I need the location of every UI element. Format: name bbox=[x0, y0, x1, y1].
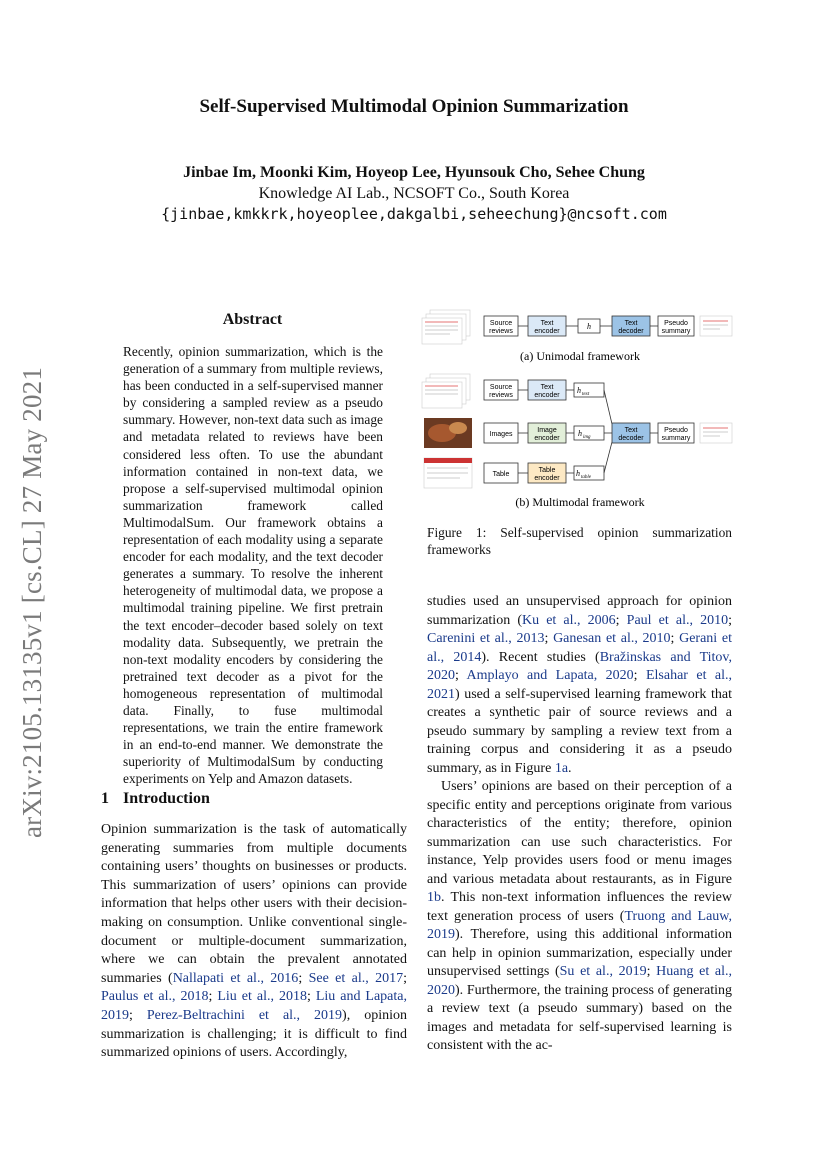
svg-text:Pseudo: Pseudo bbox=[664, 320, 688, 327]
citation-link[interactable]: Nallapati et al., 2016 bbox=[172, 970, 299, 986]
citation-link[interactable]: Perez-Beltrachini et al., 2019 bbox=[146, 1007, 343, 1023]
body-text: ; bbox=[455, 668, 467, 683]
svg-text:encoder: encoder bbox=[534, 435, 560, 442]
citation-link[interactable]: Liu et al., 2018 bbox=[217, 989, 307, 1005]
intro-column-1 bbox=[101, 821, 407, 1063]
svg-text:Pseudo: Pseudo bbox=[664, 427, 688, 434]
svg-text:Text: Text bbox=[540, 384, 554, 391]
paper-title: Self-Supervised Multimodal Opinion Summarization bbox=[199, 96, 629, 117]
body-text: ; bbox=[728, 612, 732, 628]
figure-1 bbox=[420, 300, 740, 520]
svg-text:table: table bbox=[581, 475, 591, 480]
svg-text:Table: Table bbox=[538, 467, 556, 474]
svg-text:Images: Images bbox=[489, 431, 513, 438]
body-text: . bbox=[568, 760, 572, 776]
pseudo-summary-box-b bbox=[658, 423, 694, 443]
body-text: ; bbox=[544, 631, 554, 646]
body-text: ; bbox=[208, 989, 218, 1005]
h-table-box bbox=[574, 466, 604, 480]
svg-text:Source: Source bbox=[489, 384, 513, 391]
abstract-body: Recently, opinion summarization, which is the generation of a summary from multiple reviews, has been conducted in a self-supervised manner by considering a sampled review as a pseudo summary. However, non-text data such as image and metadata related to reviews have been considered less often. To use the abundant information contained in non-text data, we propose a self-supervised multimodal opinion summarization framework called MultimodalSum. Our framework obtains a representation of each modality using a separate encoder for each modality, and the text decoder generates a summary. To resolve the inherent heterogeneity of multimodal data, we propose a multimodal training pipeline. We first pretrain the text encoder–decoder based solely on text modality data. Subsequently, we pretrain the non-text modality encoders by considering the pretrained text decoder as a pivot for the homogeneous representation of multimodal data. Finally, to fuse multimodal representations, we train the entire framework in an end-to-end manner. We demonstrate the superiority of MultimodalSum by conducting experiments on Yelp and Amazon datasets. bbox=[123, 344, 383, 787]
figure-caption: Figure 1: Self-supervised opinion summarization frameworks bbox=[427, 525, 732, 557]
affiliation: Knowledge AI Lab., NCSOFT Co., South Korea bbox=[258, 185, 570, 202]
svg-text:encoder: encoder bbox=[534, 475, 560, 482]
body-text: ). Furthermore, the training process of generating a review text (a pseudo summary) based on the images and metadata for self-supervised learning is consistent with the ac- bbox=[427, 982, 732, 1053]
svg-text:encoder: encoder bbox=[534, 392, 560, 399]
hidden-h-box-a bbox=[578, 319, 600, 333]
summary-thumbnail-a bbox=[700, 316, 732, 336]
svg-text:Image: Image bbox=[537, 427, 557, 434]
citation-link[interactable]: Elsahar et al., 2021 bbox=[427, 668, 732, 702]
svg-text:reviews: reviews bbox=[489, 392, 513, 399]
author-list: Jinbae Im, Moonki Kim, Hoyeop Lee, Hyunsouk Cho, Sehee Chung bbox=[183, 164, 645, 181]
section-title: Introduction bbox=[123, 790, 210, 807]
body-text: ). Therefore, using this additional information can help in opinion summarization, especially under unsupervised settings ( bbox=[427, 927, 732, 979]
citation-link[interactable]: Truong and Lauw, 2019 bbox=[427, 908, 732, 942]
citation-link[interactable]: Ku et al., 2006 bbox=[521, 612, 616, 628]
svg-text:summary: summary bbox=[661, 328, 691, 335]
svg-text:Text: Text bbox=[624, 427, 638, 434]
svg-text:Text: Text bbox=[624, 320, 638, 327]
text-decoder-box-a bbox=[612, 316, 650, 336]
arxiv-stamp: arXiv:2105.13135v1 [cs.CL] 27 May 2021 bbox=[17, 366, 47, 838]
citation-link[interactable]: 1b bbox=[427, 890, 441, 905]
citation-link[interactable]: Paulus et al., 2018 bbox=[101, 989, 209, 1005]
citation-link[interactable]: 1a bbox=[554, 760, 569, 776]
body-text: . This non-text information influences the review text generation process of users ( bbox=[427, 890, 732, 924]
intro-paragraph-2 bbox=[427, 778, 732, 1056]
svg-text:summary: summary bbox=[661, 435, 691, 442]
body-text: ; bbox=[129, 1007, 147, 1023]
svg-text:decoder: decoder bbox=[618, 435, 644, 442]
intro-paragraph-1 bbox=[427, 593, 732, 778]
body-text: ; bbox=[298, 970, 309, 986]
section-heading bbox=[101, 790, 210, 808]
svg-text:text: text bbox=[582, 392, 590, 397]
body-text: ). Recent studies ( bbox=[481, 649, 600, 665]
section-number: 1 bbox=[101, 790, 109, 807]
table-box bbox=[484, 463, 518, 483]
citation-link[interactable]: Su et al., 2019 bbox=[559, 964, 647, 979]
source-reviews-box-a bbox=[484, 316, 518, 336]
body-text: ; bbox=[646, 964, 657, 979]
table-thumbnail bbox=[424, 458, 472, 488]
svg-text:encoder: encoder bbox=[534, 328, 560, 335]
svg-text:h: h bbox=[576, 469, 580, 478]
body-text: ; bbox=[306, 989, 316, 1005]
citation-link[interactable]: See et al., 2017 bbox=[308, 970, 404, 986]
doc-thumbnail-stack-b bbox=[422, 374, 470, 408]
images-box bbox=[484, 423, 518, 443]
citation-link[interactable]: Bražinskas and Titov, 2020 bbox=[427, 649, 732, 683]
body-text: ), opinion summarization is challenging; it is difficult to find summarized opinions of users. Accordingly, bbox=[101, 1007, 407, 1061]
svg-text:h: h bbox=[587, 322, 591, 331]
svg-text:reviews: reviews bbox=[489, 328, 513, 335]
source-reviews-box-b bbox=[484, 380, 518, 400]
svg-text:Source: Source bbox=[489, 320, 513, 327]
body-text: Users’ opinions are based on their perception of a specific entity and perceptions originate from various characteristics of the entity; therefore, opinion summarization can use such characteristics. For instance, Yelp provides users food or menu images and various metadata about restaurants, as in Figure bbox=[427, 779, 732, 887]
citation-link[interactable]: Amplayo and Lapata, 2020 bbox=[466, 668, 634, 683]
text-encoder-box-a bbox=[528, 316, 566, 336]
body-text: ; bbox=[615, 612, 627, 628]
author-emails: {jinbae,kmkkrk,hoyeoplee,dakgalbi,seheechung}@ncsoft.com bbox=[161, 205, 667, 223]
pseudo-summary-box-a bbox=[658, 316, 694, 336]
svg-text:img: img bbox=[583, 435, 591, 440]
svg-text:Table: Table bbox=[492, 471, 510, 478]
body-text: ) used a self-supervised learning framework that creates a synthetic pair of source reviews and a pseudo summary by sampling a review text from a training corpus and considering it as a pseudo summary, as in Figure bbox=[427, 686, 732, 776]
subcaption-a: (a) Unimodal framework bbox=[520, 349, 640, 363]
svg-text:h: h bbox=[578, 429, 582, 438]
body-text: ; bbox=[670, 631, 680, 646]
text-decoder-box-b bbox=[612, 423, 650, 443]
h-img-box bbox=[574, 426, 604, 440]
svg-text:Text: Text bbox=[540, 320, 554, 327]
text-encoder-box-b bbox=[528, 380, 566, 400]
table-encoder-box bbox=[528, 463, 566, 483]
body-text: ; bbox=[403, 970, 407, 986]
svg-text:h: h bbox=[577, 386, 581, 395]
intro-column-2 bbox=[427, 593, 732, 1056]
doc-thumbnail-stack bbox=[422, 310, 470, 344]
image-encoder-box bbox=[528, 423, 566, 443]
svg-text:decoder: decoder bbox=[618, 328, 644, 335]
citation-link[interactable]: Ganesan et al., 2010 bbox=[553, 631, 671, 646]
citation-link[interactable]: Carenini et al., 2013 bbox=[427, 631, 545, 646]
h-text-box bbox=[574, 383, 604, 397]
citation-link[interactable]: Huang et al., 2020 bbox=[427, 964, 732, 998]
summary-thumbnail-b bbox=[700, 423, 732, 443]
body-text: Opinion summarization is the task of automatically generating summaries from multiple documents containing users’ thoughts on businesses or products. This summarization of users’ opinions can provide information that helps other users with their decision-making on consumption. Unlike conventional single-document or multiple-document summarization, where we can obtain the prevalent annotated summaries ( bbox=[101, 822, 407, 986]
citation-link[interactable]: Gerani et al., 2014 bbox=[427, 631, 732, 665]
food-image-thumbnail bbox=[424, 418, 472, 448]
citation-link[interactable]: Liu and Lapata, 2019 bbox=[101, 989, 408, 1023]
citation-link[interactable]: Paul et al., 2010 bbox=[626, 612, 729, 628]
body-text: ; bbox=[633, 668, 646, 683]
body-text: studies used an unsupervised approach for opinion summarization ( bbox=[427, 594, 732, 628]
subcaption-b: (b) Multimodal framework bbox=[515, 495, 645, 509]
abstract-heading: Abstract bbox=[222, 311, 283, 328]
